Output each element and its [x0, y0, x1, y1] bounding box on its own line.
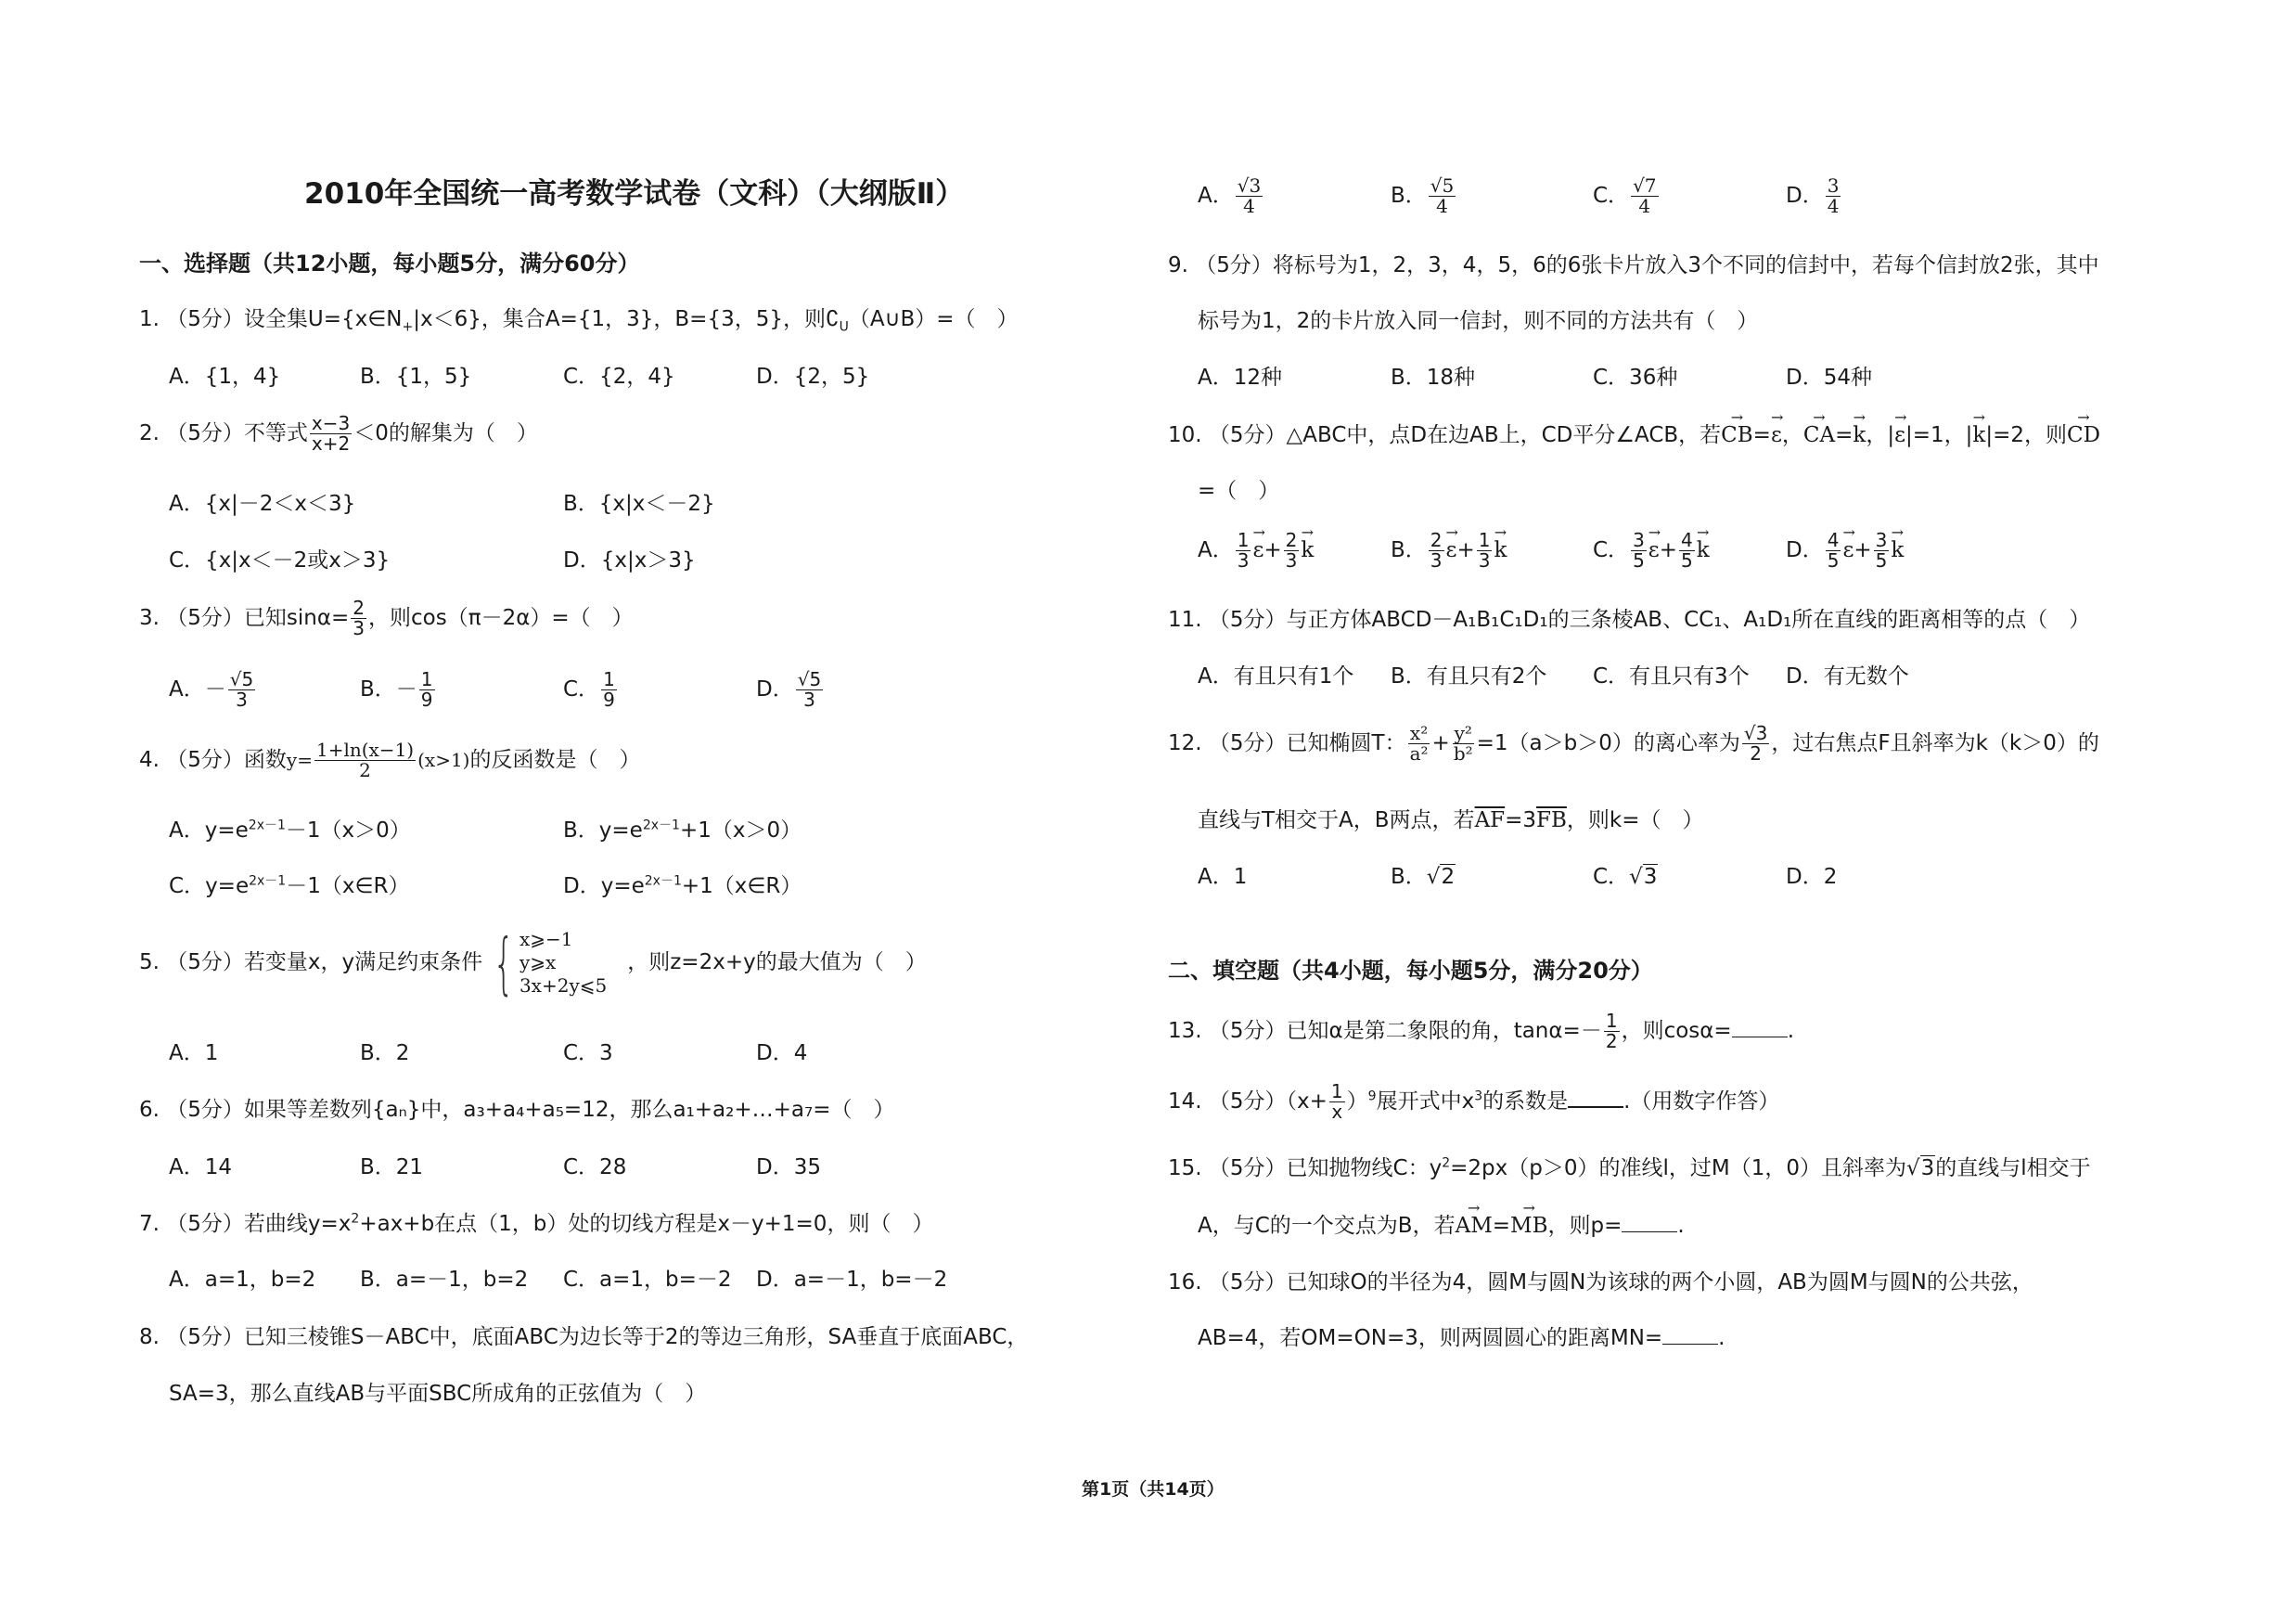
fraction: $\frac{3}{5}$	[1633, 529, 1645, 572]
q9-option-a: A．12种	[1198, 366, 1283, 390]
question-6: 6. （5分）如果等差数列{aₙ}中，a₃+a₄+a₅=12，那么a₁+a₂+…+a₇=（ ）	[139, 1098, 895, 1122]
question-4: 4. （5分）函数y= $\frac{1+\ln(x-1)}{2}$ (x>1)的反函数是（ ）	[139, 739, 641, 781]
q6-option-d: D．35	[756, 1155, 821, 1179]
question-1: 1. （5分）设全集$U=\{x\in N_+|x<6\}$，集合A={1，3}，B={3，5}，则$∁_U(A\cup B)=$（ ）	[139, 307, 1019, 335]
q8-option-d: D． $\frac{3}{4}$	[1786, 174, 1840, 217]
q1-option-c: C．{2，4}	[563, 365, 675, 389]
fraction: $\frac{1}{x}$	[1330, 1080, 1343, 1123]
fraction: $\frac{2}{3}$	[353, 597, 366, 639]
question-16: 16. （5分）已知球O的半径为4，圆M与圆N为该球的两个小圆，AB为圆M与圆N的公共弦，	[1168, 1270, 2033, 1295]
q10-option-b: B． $\frac{2}{3}$ → ε+ $\frac{1}{3}$ → k	[1391, 531, 1507, 571]
q7-option-d: D．a=－1，b=－2	[756, 1268, 948, 1292]
question-8: 8. （5分）已知三棱锥S－ABC中，底面ABC为边长等于2的等边三角形，SA垂直于底面ABC，	[139, 1325, 1029, 1349]
q11-option-b: B．有且只有2个	[1391, 664, 1547, 689]
fraction: $\frac{1+\ln(x-1)}{2}$	[315, 739, 415, 781]
q8-option-b: B． $\frac{√5}{4}$	[1391, 174, 1455, 217]
answer-blank	[1662, 1343, 1718, 1345]
fraction: $\frac{1}{9}$	[420, 668, 433, 711]
q4-option-a: A．$y=e^{2x-1}-1(x>0)$	[169, 818, 411, 843]
fraction: $\frac{4}{5}$	[1681, 529, 1693, 572]
q3-option-d: D． $\frac{√5}{3}$	[756, 668, 822, 711]
q9-option-d: D．54种	[1786, 366, 1872, 390]
q8-option-c: C． $\frac{√7}{4}$	[1593, 174, 1657, 217]
fraction: $\frac{\text{x²}}{\text{a²}}$	[1409, 722, 1429, 765]
q11-option-c: C．有且只有3个	[1593, 664, 1750, 689]
question-12-line2: 直线与T相交于A，B两点，若$\overline{AF}=3\overline{FB}$，则k=（ ）	[1198, 808, 1704, 832]
q11-option-a: A．有且只有1个	[1198, 664, 1354, 689]
fraction: $\frac{√7}{4}$	[1633, 174, 1657, 217]
q1-option-b: B．{1，5}	[360, 365, 472, 389]
q10-option-a: A． $\frac{1}{3}$ → ε+ $\frac{2}{3}$ → k	[1198, 531, 1314, 571]
q12-option-c: C．√3	[1593, 865, 1658, 889]
q2-option-b: B．{x|x＜－2}	[563, 492, 715, 516]
q8-option-a: A． $\frac{√3}{4}$	[1198, 174, 1262, 217]
q9-option-b: B．18种	[1391, 366, 1476, 390]
question-2: 2. （5分）不等式 $\frac{x-3}{x+2}$ ＜0的解集为（ ）	[139, 412, 538, 455]
q7-option-c: C．a=1，b=－2	[563, 1268, 732, 1292]
q12-option-d: D．2	[1786, 865, 1838, 889]
q10-option-c: C． $\frac{3}{5}$ → ε+ $\frac{4}{5}$ → k	[1593, 531, 1710, 571]
q4-option-b: B．$y=e^{2x-1}+1(x>0)$	[563, 818, 802, 843]
question-14: 14. （5分）（x+ $\frac{1}{x}$ ）$^9$展开式中$x^3$的系数是 .（用数字作答）	[1168, 1080, 1780, 1123]
question-15: 15. （5分）已知抛物线C：$y^2=2px(p>0)$的准线l，过M（1，0）且斜率为√3的直线与l相交于	[1168, 1155, 2091, 1180]
q11-option-d: D．有无数个	[1786, 664, 1909, 689]
question-16-line2: AB=4，若OM=ON=3，则两圆圆心的距离MN= .	[1198, 1326, 1725, 1350]
constraint-system: { x⩾−1 y⩾x 3x+2y⩽5	[493, 923, 608, 1002]
answer-blank	[1622, 1230, 1677, 1232]
fraction: $\frac{4}{5}$	[1827, 529, 1840, 572]
sqrt-symbol: √3	[1629, 865, 1658, 889]
q12-option-a: A．1	[1198, 865, 1248, 889]
question-3: 3. （5分）已知sinα= $\frac{2}{3}$ ，则cos（π－2α）=（ ）	[139, 597, 634, 639]
q5-option-b: B．2	[360, 1041, 410, 1065]
fraction: $\frac{1}{2}$	[1605, 1010, 1618, 1052]
question-9-line2: 标号为1，2的卡片放入同一信封，则不同的方法共有（ ）	[1198, 309, 1759, 333]
q9-option-c: C．36种	[1593, 366, 1678, 390]
question-10: 10. （5分）△ABC中，点D在边AB上，CD平分∠ACB，若→ CB=→ ε，→ CA=→ k，|→ ε|=1，|→ k|=2，则→ CD	[1168, 425, 2100, 446]
sqrt-symbol: √3	[1905, 1156, 1935, 1180]
q5-option-d: D．4	[756, 1041, 808, 1065]
fraction: $\frac{\text{y²}}{\text{b²}}$	[1453, 722, 1473, 765]
q12-option-b: B．√2	[1391, 865, 1456, 889]
fraction: $\frac{2}{3}$	[1430, 529, 1443, 572]
q5-option-c: C．3	[563, 1041, 613, 1065]
q2-option-d: D．{x|x＞3}	[563, 548, 696, 573]
q7-option-a: A．a=1，b=2	[169, 1268, 316, 1292]
q6-option-a: A．14	[169, 1155, 233, 1179]
fraction: $\frac{x-3}{x+2}$	[311, 412, 351, 455]
fraction: $\frac{√5}{4}$	[1430, 174, 1455, 217]
q3-option-a: A．－ $\frac{√5}{3}$	[169, 668, 254, 711]
question-7: 7. （5分）若曲线$y=x^2+ax+b$在点（1，b）处的切线方程是x－y+1=0，则（ ）	[139, 1211, 934, 1236]
question-10-line2: =（ ）	[1198, 479, 1280, 503]
answer-blank	[1568, 1105, 1623, 1108]
question-8-line2: SA=3，那么直线AB与平面SBC所成角的正弦值为（ ）	[169, 1382, 707, 1406]
page-footer: 第1页（共14页）	[1082, 1479, 1225, 1500]
question-11: 11. （5分）与正方体ABCD－A₁B₁C₁D₁的三条棱AB、CC₁、A₁D₁所在直线的距离相等的点（ ）	[1168, 608, 2091, 632]
left-brace-icon: {	[493, 923, 515, 1002]
q5-option-a: A．1	[169, 1041, 219, 1065]
q2-option-a: A．{x|－2＜x＜3}	[169, 492, 356, 516]
fraction: $\frac{3}{4}$	[1827, 174, 1840, 217]
q6-option-b: B．21	[360, 1155, 424, 1179]
q4-option-d: D．$y=e^{2x-1}+1(x\in R)$	[563, 873, 802, 898]
fraction: $\frac{1}{9}$	[603, 668, 615, 711]
question-13: 13. （5分）已知α是第二象限的角，tanα=－ $\frac{1}{2}$ ，则cosα= .	[1168, 1010, 1795, 1052]
sqrt-symbol: √2	[1426, 865, 1456, 889]
answer-blank	[1732, 1036, 1788, 1037]
q1-option-a: A．{1，4}	[169, 365, 281, 389]
fraction: $\frac{2}{3}$	[1285, 529, 1298, 572]
fraction: $\frac{1}{3}$	[1478, 529, 1491, 572]
q4-option-c: C．$y=e^{2x-1}-1(x\in R)$	[169, 873, 410, 898]
question-15-line2: A，与C的一个交点为B，若→ AM=→ MB，则p= .	[1198, 1216, 1685, 1237]
q7-option-b: B．a=－1，b=2	[360, 1268, 529, 1292]
q3-option-b: B．－ $\frac{1}{9}$	[360, 668, 433, 711]
fraction: $\frac{√5}{3}$	[797, 668, 822, 711]
page-title: 2010年全国统一高考数学试卷（文科）（大纲版Ⅱ）	[304, 177, 965, 211]
question-12: 12. （5分）已知椭圆T： $\frac{\text{x²}}{\text{a²}}$ + $\frac{\text{y²}}{\text{b²}}$ =1（a＞b＞0）的离心率为 $\frac{√3}{2}$ ，过右焦点F且斜率为k（k＞0）的	[1168, 722, 2099, 765]
q10-option-d: D． $\frac{4}{5}$ → ε+ $\frac{3}{5}$ → k	[1786, 531, 1904, 571]
question-9: 9. （5分）将标号为1，2，3，4，5，6的6张卡片放入3个不同的信封中，若每个信封放2张，其中	[1168, 253, 2099, 277]
fraction: $\frac{√5}{3}$	[229, 668, 254, 711]
fraction: $\frac{√3}{2}$	[1743, 722, 1768, 765]
q2-option-c: C．{x|x＜－2或x＞3}	[169, 548, 391, 573]
fraction: $\frac{3}{5}$	[1875, 529, 1888, 572]
q6-option-c: C．28	[563, 1155, 627, 1179]
section-heading-fill-in: 二、填空题（共4小题，每小题5分，满分20分）	[1168, 958, 1653, 984]
fraction: $\frac{1}{3}$	[1237, 529, 1250, 572]
q1-option-d: D．{2，5}	[756, 365, 870, 389]
q3-option-c: C． $\frac{1}{9}$	[563, 668, 615, 711]
fraction: $\frac{√3}{4}$	[1237, 174, 1262, 217]
question-5: 5. （5分） 若变量x，y满足约束条件 { x⩾−1 y⩾x 3x+2y⩽5 ，则z=2x+y的最大值为（ ）	[139, 923, 927, 1002]
section-heading-choice: 一、选择题（共12小题，每小题5分，满分60分）	[139, 251, 640, 277]
